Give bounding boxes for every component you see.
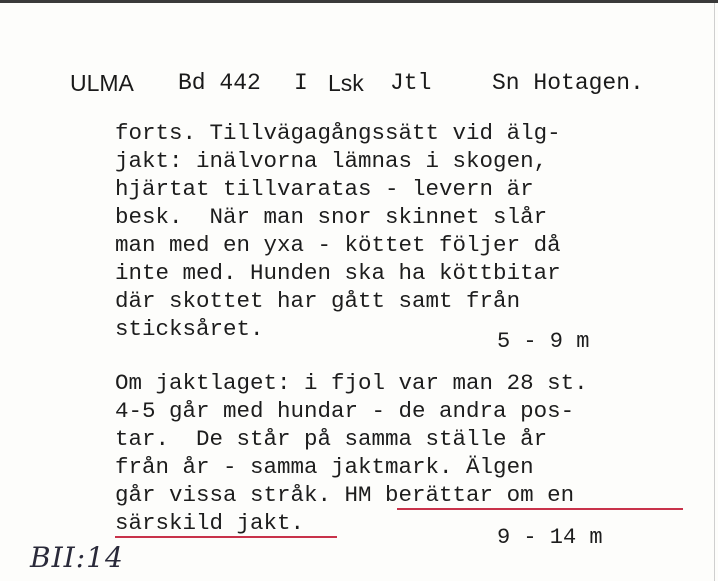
header-parish: Sn Hotagen. xyxy=(492,70,644,96)
text-line: särskild jakt. xyxy=(115,510,305,536)
text-line: där skottet har gått samt från xyxy=(115,288,521,314)
recording-range-2: 9 - 14 m xyxy=(497,525,603,550)
red-underline-1 xyxy=(397,508,683,510)
header-volume: Bd 442 xyxy=(178,70,261,96)
text-line: inte med. Hunden ska ha köttbitar xyxy=(115,260,561,286)
header-landscape: Jtl xyxy=(390,70,432,96)
text-line: forts. Tillvägagångssätt vid älg- xyxy=(115,120,561,146)
header-archive-code: ULMA xyxy=(70,70,134,96)
text-line: tar. De står på samma ställe år xyxy=(115,426,548,452)
header-province-code: Lsk xyxy=(328,70,364,96)
text-line: besk. När man snor skinnet slår xyxy=(115,204,548,230)
text-line: man med en yxa - köttet följer då xyxy=(115,232,561,258)
text-line: Om jaktlaget: i fjol var man 28 st. xyxy=(115,370,588,396)
recording-range-1: 5 - 9 m xyxy=(497,329,590,354)
text-line: jakt: inälvorna lämnas i skogen, xyxy=(115,148,548,174)
text-line: från år - samma jaktmark. Älgen xyxy=(115,454,534,480)
text-line: hjärtat tillvaratas - levern är xyxy=(115,176,534,202)
text-line: sticksåret. xyxy=(115,316,264,342)
handwritten-signum: BII:14 xyxy=(30,541,124,574)
red-underline-2 xyxy=(115,536,337,538)
card-header xyxy=(0,65,718,101)
header-section: I xyxy=(294,70,308,96)
text-line: 4-5 går med hundar - de andra pos- xyxy=(115,398,575,424)
text-line: går vissa stråk. HM berättar om en xyxy=(115,482,575,508)
